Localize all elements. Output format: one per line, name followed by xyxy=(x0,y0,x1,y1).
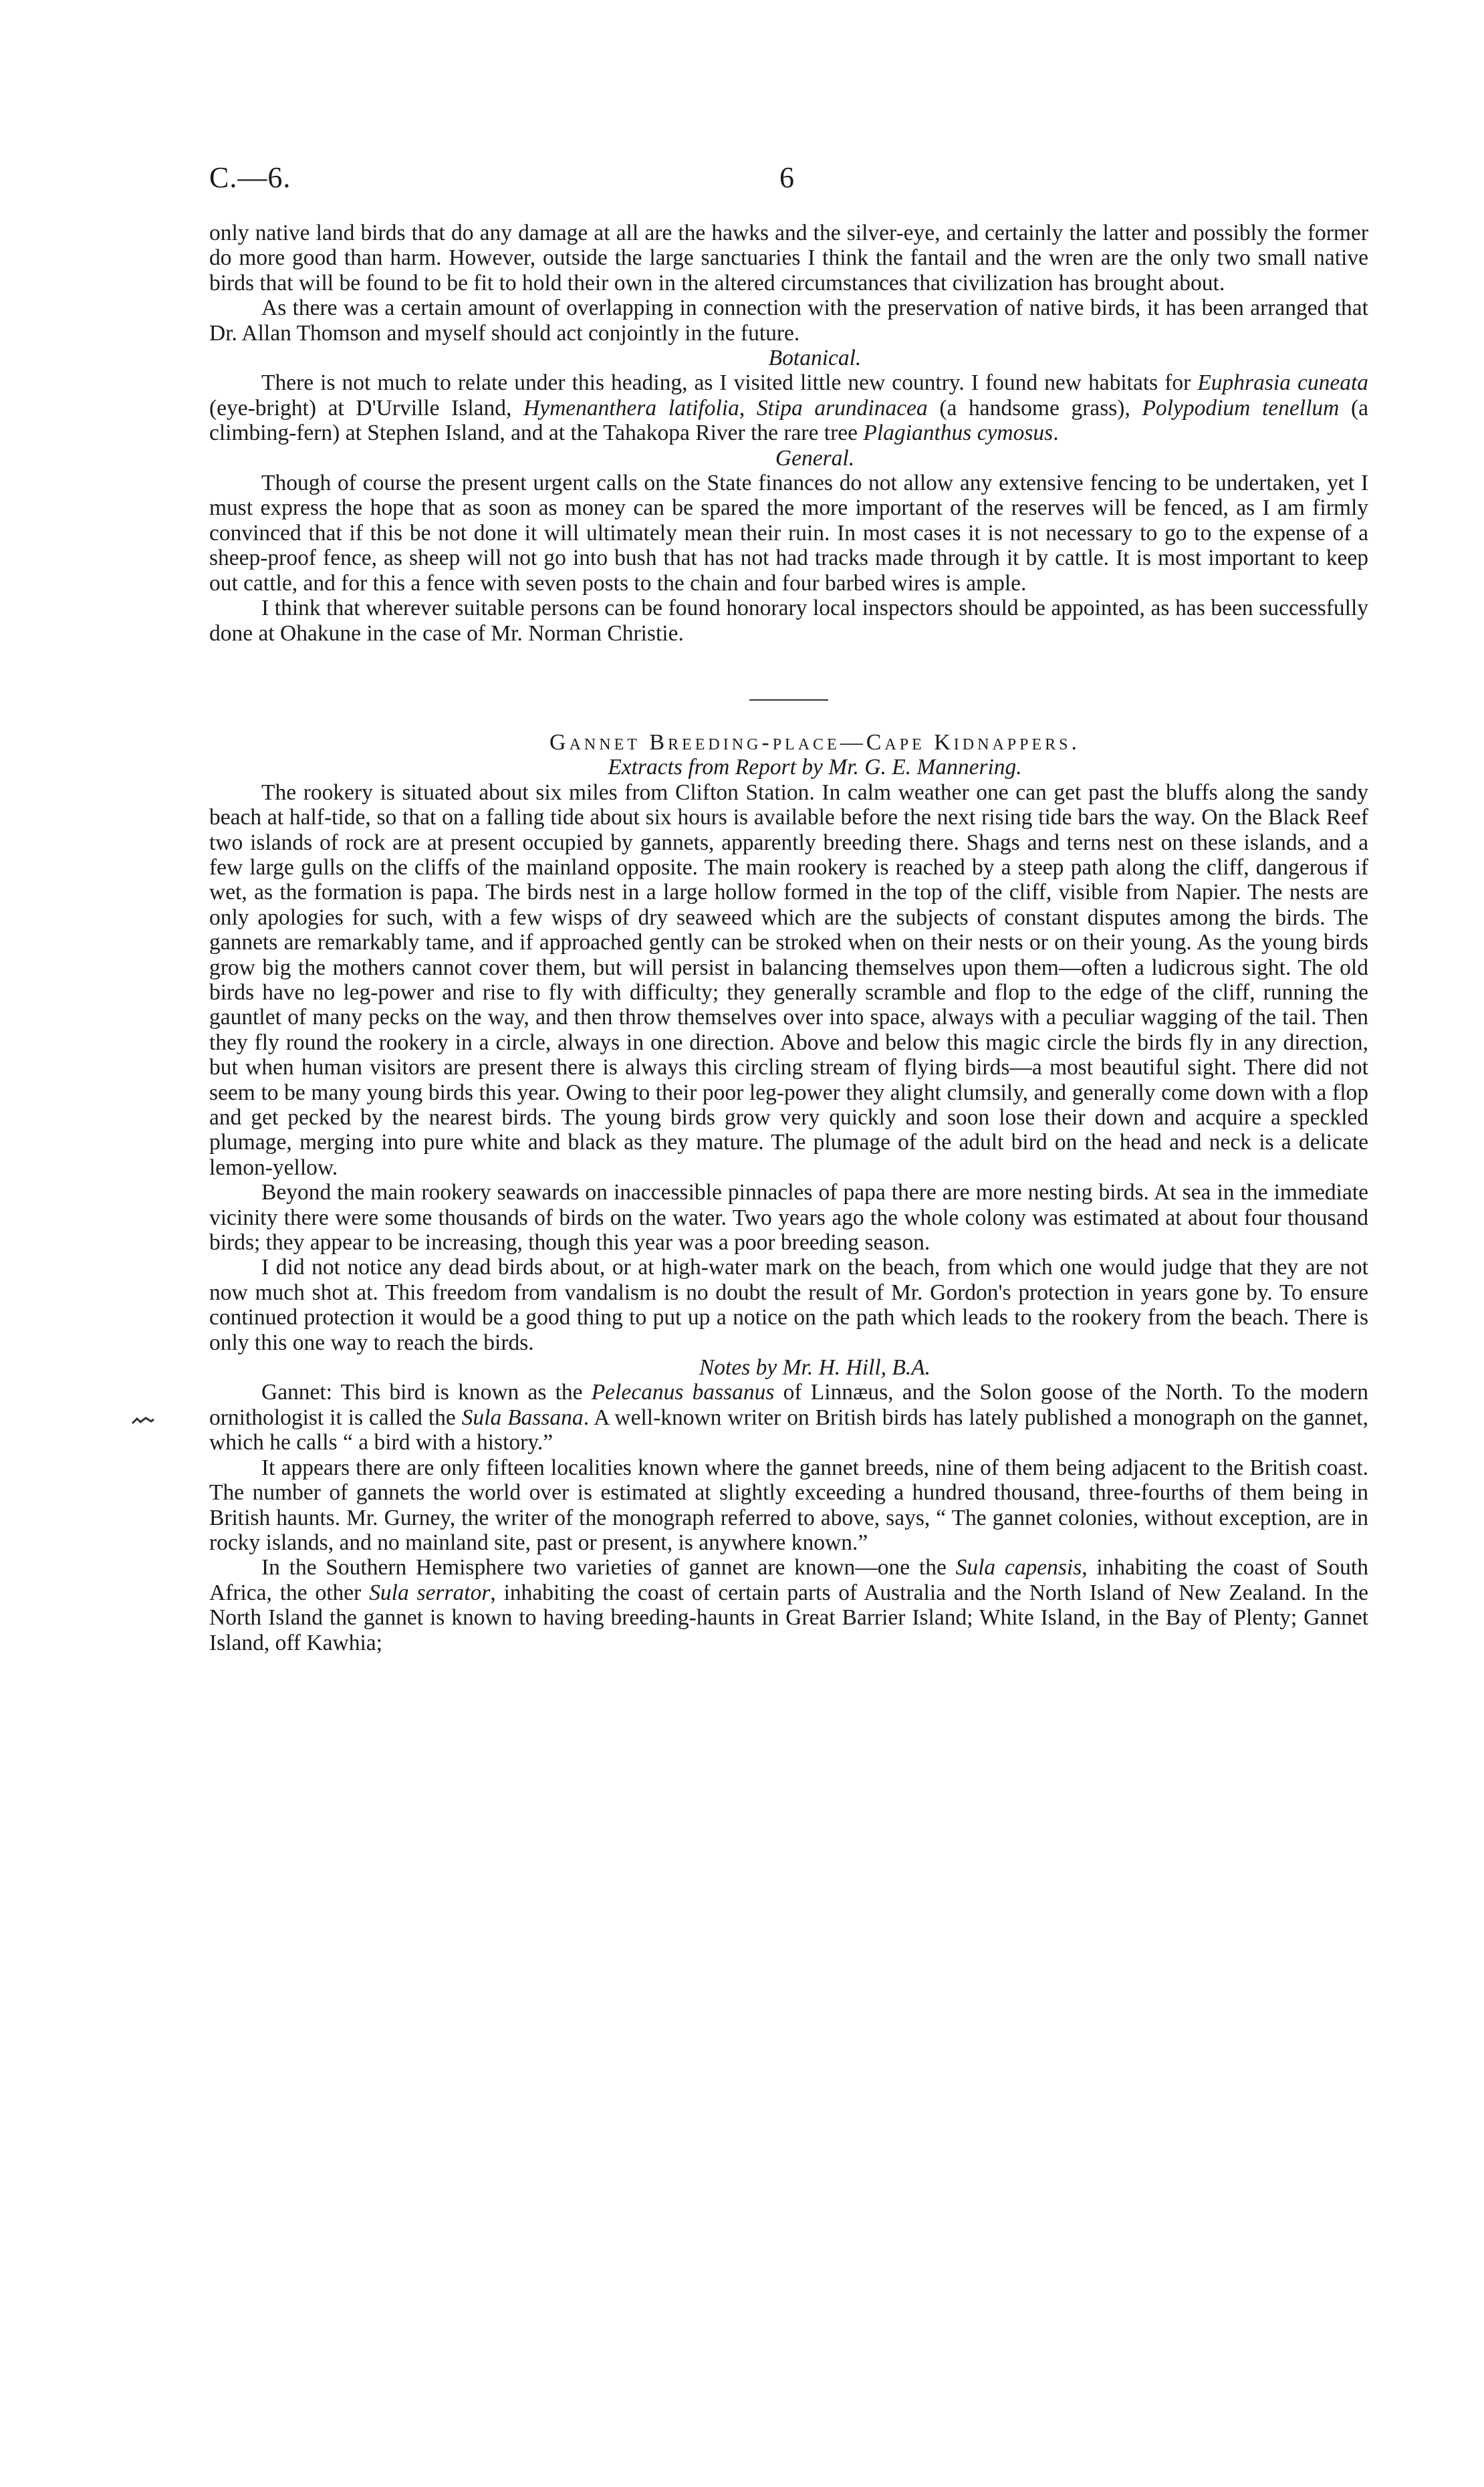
notes-heading: Notes by Mr. H. Hill, B.A. xyxy=(699,1355,931,1381)
page-body xyxy=(209,221,1368,1655)
page-header xyxy=(209,160,1368,201)
general-paragraph-1: Though of course the present urgent calls on the State finances do not allow any extensive fencing to be undertaken, yet I must express the hope that as soon as money can be spared the more important of the reserves will be fenced, as I am firmly convinced that if this be not done it will ultimately mean their ruin. In most cases it is not necessary to go to the expense of a sheep-proof fence, as sheep will not go into bush that has not had tracks made through it by cattle. It is most important to keep out cattle, and for this a fence with seven posts to the chain and four barbed wires is ample. xyxy=(209,471,1368,596)
intro-paragraph-1: only native land birds that do any damage at all are the hawks and the silver-eye, and certainly the latter and possibly the former do more good than harm. However, outside the large sanctuaries I think the fantail and the wren are the only two small native birds that will be found to be fit to hold their own in the altered circumstances that civilization has brought about. xyxy=(209,221,1368,295)
species-hymenanthera-stipa: Hymenanthera latifolia, Stipa arundinacea xyxy=(523,395,928,421)
general-heading: General. xyxy=(775,445,855,471)
notes-p1-text-2: of Linnæus, and the Solon goose of the North. To the modern ornithologist it is called the xyxy=(209,1380,1368,1430)
document-reference: C.—6. xyxy=(209,161,291,194)
species-plagianthus: Plagianthus cymosus xyxy=(863,421,1054,446)
gannet-paragraph-3: I did not notice any dead birds about, or at high-water mark on the beach, from which one would judge that they are not now much shot at. This freedom from vandalism is no doubt the result of Mr. Gordon's protection in years gone by. To ensure continued protection it would be a good thing to put up a notice on the path which leads to the rookery from the beach. There is only this one way to reach the birds. xyxy=(209,1255,1368,1355)
species-sula-serrator: Sula serrator xyxy=(369,1580,491,1605)
margin-mark xyxy=(131,1416,155,1425)
notes-p3-text-2: , inhabiting the coast of South Africa, the other xyxy=(209,1555,1368,1605)
intro-paragraph-2: As there was a certain amount of overlapping in connection with the preservation of native birds, it has been arranged that Dr. Allan Thomson and myself should act conjointly in the future. xyxy=(209,295,1368,346)
notes-p1-text-3: . A well-known writer on British birds has lately published a monograph on the gannet, which he calls “ a bird with a history.” xyxy=(209,1405,1368,1455)
section-divider xyxy=(749,699,828,701)
botanical-text-3: (a handsome grass), xyxy=(927,395,1142,421)
botanical-text-2: (eye-bright) at D'Urville Island, xyxy=(209,395,524,421)
botanical-heading: Botanical. xyxy=(768,346,862,371)
species-euphrasia: Euphrasia cuneata xyxy=(1197,370,1368,396)
species-pelecanus: Pelecanus bassanus xyxy=(591,1380,775,1405)
gannet-paragraph-1: The rookery is situated about six miles from Clifton Station. In calm weather one can get past the bluffs along the sandy beach at half-tide, so that on a falling tide about six hours is available before the next rising tide bars the way. On the Black Reef two islands of rock are at present occupied by gannets, apparently breeding there. Shags and terns nest on these islands, and a few large gulls on the cliffs of the mainland opposite. The main rookery is reached by a steep path along the cliff, dangerous if wet, as the formation is papa. The birds nest in a large hollow formed in the top of the cliff, visible from Napier. The nests are only apologies for such, with a few wisps of dry seaweed which are the subjects of constant disputes among the birds. The gannets are remarkably tame, and if approached gently can be stroked when on their nests or on their young. As the young birds grow big the mothers cannot cover them, but will persist in balancing themselves upon them—often a ludicrous sight. The old birds have no leg-power and rise to fly with difficulty; they generally scramble and flop to the edge of the cliff, running the gauntlet of many pecks on the way, and then throw themselves over into space, always with a peculiar wagging of the tail. Then they fly round the rookery in a circle, always in one direction. Above and below this magic circle the birds fly in any direction, but when human visitors are present there is always this circling stream of flying birds—a most beautiful sight. There did not seem to be many young birds this year. Owing to their poor leg-power they alight clumsily, and generally come down with a flop and get pecked by the nearest birds. The young birds grow very quickly and soon lose their down and acquire a speckled plumage, merging into pure white and black as they mature. The plumage of the adult bird on the head and neck is a delicate lemon-yellow. xyxy=(209,780,1368,1180)
botanical-text-5: . xyxy=(1053,421,1059,446)
general-paragraph-2: I think that wherever suitable persons can be found honorary local inspectors should be appointed, as has been successfully done at Ohakune in the case of Mr. Norman Christie. xyxy=(209,596,1368,646)
gannet-section-subtitle: Extracts from Report by Mr. G. E. Mannering. xyxy=(608,755,1022,780)
gannet-paragraph-2: Beyond the main rookery seawards on inaccessible pinnacles of papa there are more nesting birds. At sea in the immediate vicinity there were some thousands of birds on the water. Two years ago the whole colony was estimated at about four thousand birds; they appear to be increasing, though this year was a poor breeding season. xyxy=(209,1180,1368,1256)
gannet-section-title: Gannet Breeding-place—Cape Kidnappers. xyxy=(549,729,1080,755)
species-sula-bassana: Sula Bassana xyxy=(461,1405,584,1430)
species-polypodium: Polypodium tenellum xyxy=(1142,395,1340,421)
notes-p3-text-3: , inhabiting the coast of certain parts of Australia and the North Island of New Zealand. In the North Island the gannet is known to having breeding-haunts in Great Barrier Island; White Island, in the Bay of Plenty; Gannet Island, off Kawhia; xyxy=(209,1580,1368,1655)
notes-p3-text-1: In the Southern Hemisphere two varieties of gannet are known—one the xyxy=(261,1555,956,1580)
notes-paragraph-2: It appears there are only fifteen localities known where the gannet breeds, nine of them being adjacent to the British coast. The number of gannets the world over is estimated at slightly exceeding a hundred thousand, three-fourths of them being in British haunts. Mr. Gurney, the writer of the monograph referred to above, says, “ The gannet colonies, without exception, are in rocky islands, and no mainland site, past or present, is anywhere known.” xyxy=(209,1455,1368,1555)
species-sula-capensis: Sula capensis xyxy=(955,1555,1082,1580)
botanical-text-4: (a climbing-fern) at Stephen Island, and at the Tahakopa River the rare tree xyxy=(209,395,1368,446)
botanical-text-1: There is not much to relate under this heading, as I visited little new country. I found new habitats for xyxy=(261,370,1198,396)
notes-p1-text-1: Gannet: This bird is known as the xyxy=(261,1380,592,1405)
botanical-paragraph xyxy=(209,370,1368,445)
notes-paragraph-3 xyxy=(209,1555,1368,1655)
notes-paragraph-1 xyxy=(209,1380,1368,1455)
page-number: 6 xyxy=(779,161,794,194)
